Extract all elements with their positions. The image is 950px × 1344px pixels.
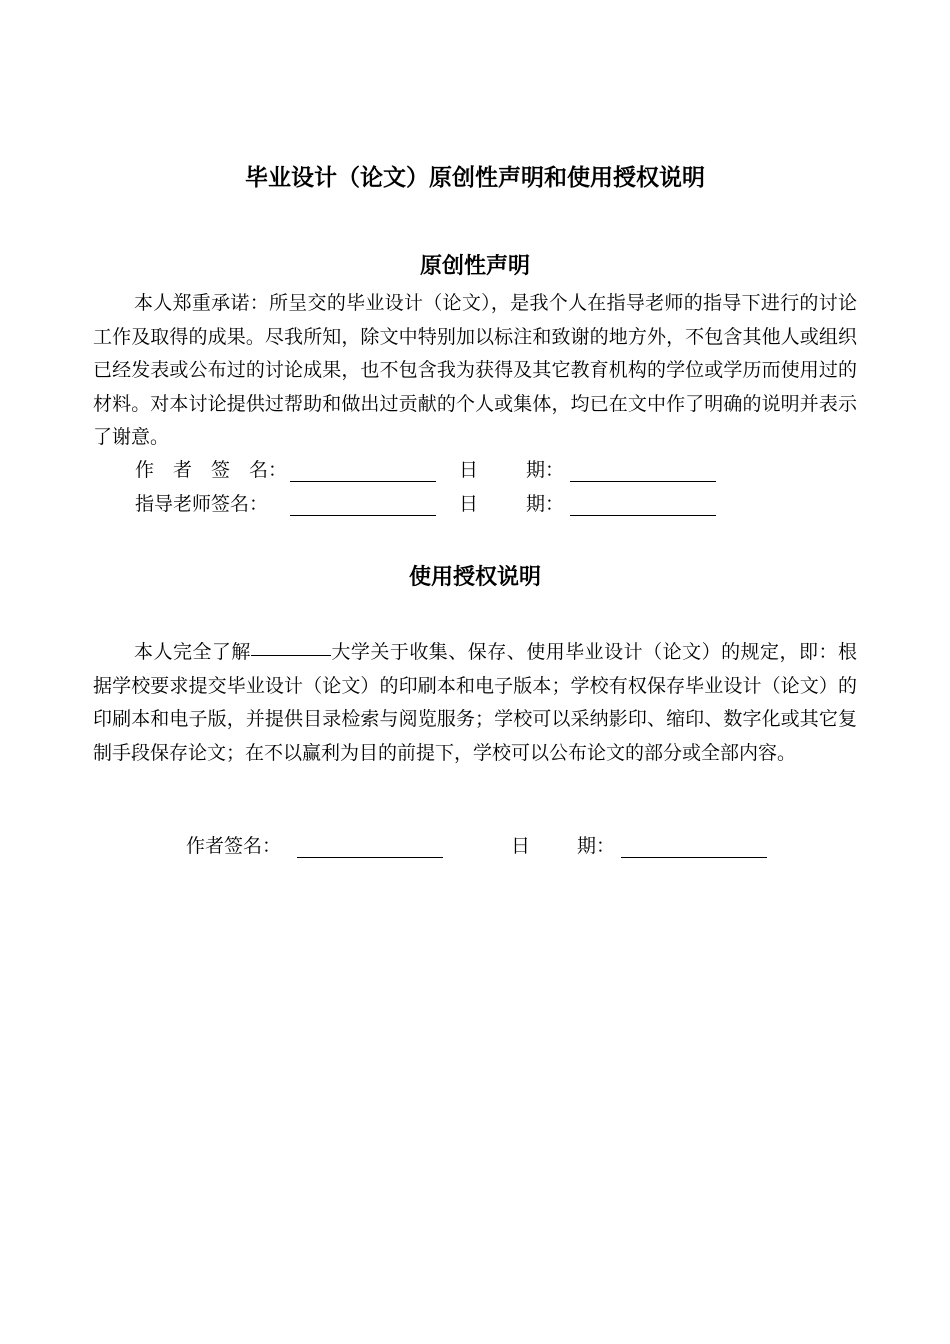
- authorization-text-rest: 大学关于收集、保存、使用毕业设计（论文）的规定，即：根据学校要求提交毕业设计（论文）的印刷本和电子版本；学校有权保存毕业设计（论文）的印刷本和电子版，并提供目录检索与阅览服务；学校可以采纳影印、缩印、数字化或其它复制手段保存论文；在不以赢利为目的前提下，学校可以公布论文的部分或全部内容。: [93, 641, 857, 764]
- authorization-statement: [93, 636, 857, 770]
- authorization-text-start: 本人完全了解: [134, 641, 251, 663]
- originality-statement: 本人郑重承诺：所呈交的毕业设计（论文），是我个人在指导老师的指导下进行的讨论工作及取得的成果。尽我所知，除文中特别加以标注和致谢的地方外，不包含其他人或组织已经发表或公布过的讨论成果，也不包含我为获得及其它教育机构的学位或学历而使用过的材料。对本讨论提供过帮助和做出过贡献的个人或集体，均已在文中作了明确的说明并表示了谢意。: [93, 292, 857, 448]
- originality-heading: 原创性声明: [419, 254, 530, 279]
- author-signature-line[interactable]: [290, 481, 436, 482]
- date-label-char-2: 期：: [577, 835, 616, 857]
- advisor-signature-line[interactable]: [290, 515, 436, 516]
- authorization-author-label: 作者签名：: [186, 835, 282, 857]
- date-label-char-1: 日: [459, 493, 479, 515]
- authorization-signature-line[interactable]: [297, 857, 443, 858]
- author-date-line[interactable]: [570, 481, 716, 482]
- advisor-signature-label: 指导老师签名：: [135, 493, 269, 515]
- date-label-char-2: 期：: [526, 459, 565, 481]
- university-name-blank[interactable]: [251, 654, 331, 656]
- document-title: 毕业设计（论文）原创性声明和使用授权说明: [245, 165, 705, 191]
- advisor-date-line[interactable]: [570, 515, 716, 516]
- author-signature-row: [0, 455, 950, 485]
- advisor-signature-row: [0, 489, 950, 519]
- authorization-heading: 使用授权说明: [408, 565, 541, 590]
- date-label-char-1: 日: [511, 835, 531, 857]
- date-label-char-2: 期：: [526, 493, 565, 515]
- date-label-char-1: 日: [459, 459, 479, 481]
- authorization-signature-row: [0, 831, 950, 861]
- author-signature-label: 作 者 签 名：: [135, 459, 288, 481]
- authorization-date-line[interactable]: [621, 857, 767, 858]
